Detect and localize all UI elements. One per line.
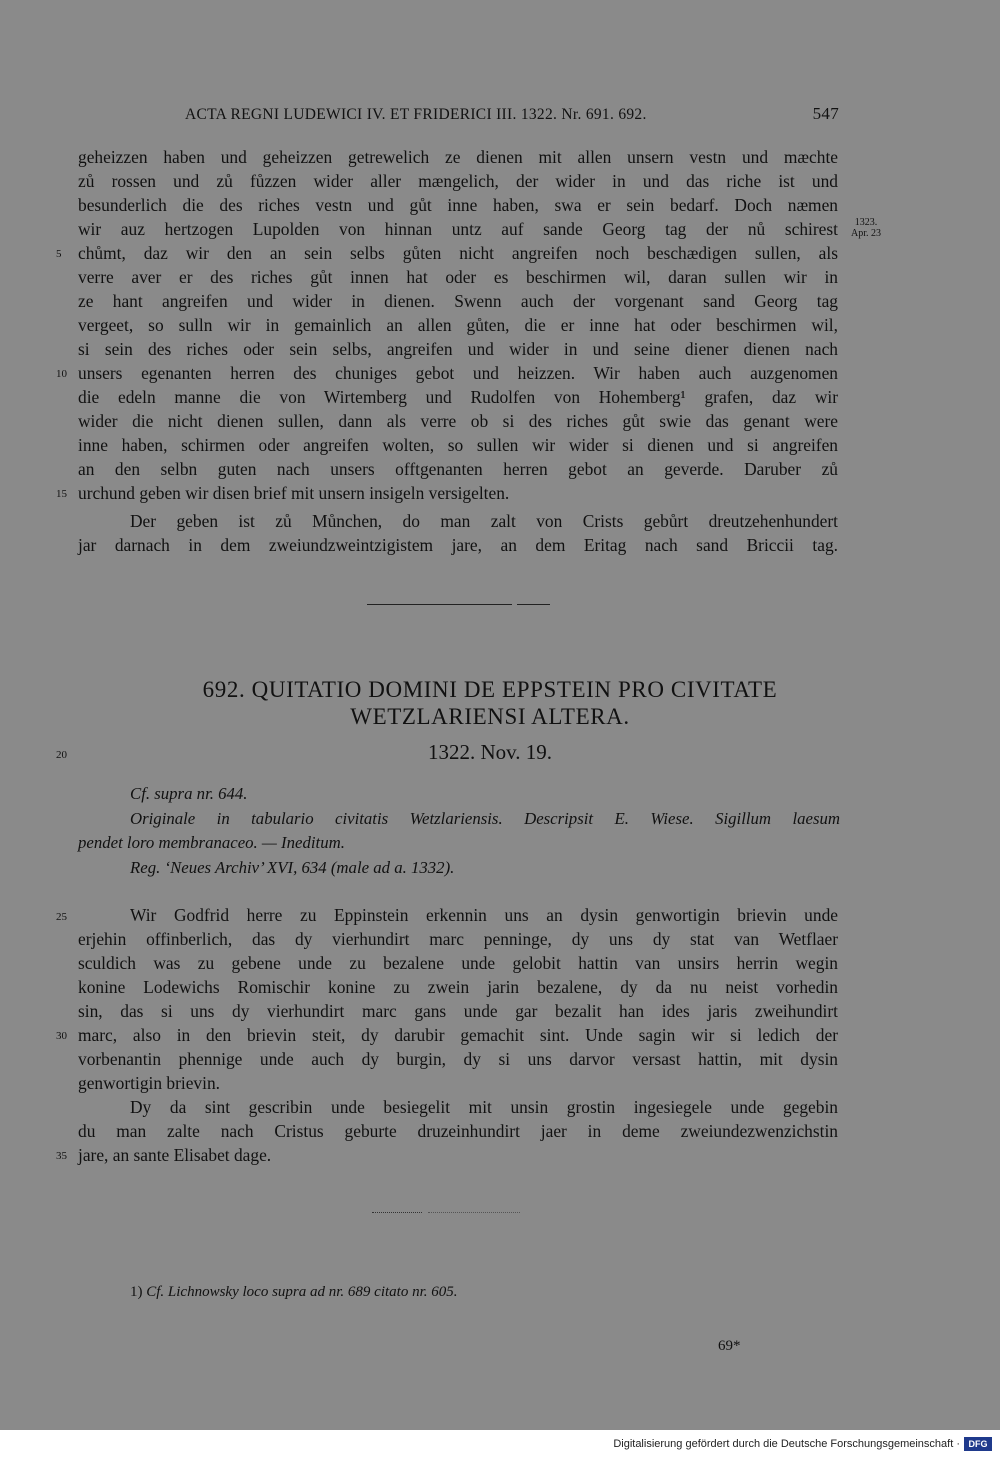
text-line: konine Lodewichs Romischir konine zu zwein jarin bezalene, dy da nu neist vorhedin [78,977,838,997]
text-line: wider die nicht dienen sullen, dann als verre ob si des riches gůt swie das genant were [78,411,838,431]
text-line: besunderlich die des riches vestn und gůt inne haben, swa er sein bedarf. Doch næmen [78,195,838,215]
text-line: genwortigin brievin. [78,1073,220,1093]
text-line: an den selbn guten nach unsers offtgenanten herren gebot an geverde. Daruber zů [78,459,838,479]
end-divider-tail [428,1212,520,1213]
signature-mark: 69* [718,1338,741,1354]
apparatus-note: Originale in tabulario civitatis Wetzlariensis. Descripsit E. Wiese. Sigillum laesum [130,809,840,828]
footnote [130,1284,458,1301]
margin-date [844,217,888,239]
text-line: vorbenantin phennige unde auch dy burgin, dy si uns darvor versast hattin, mit dysin [78,1049,838,1069]
text-line: geheizzen haben und geheizzen getrewelich ze dienen mit allen unsern vestn und mæchte [78,147,838,167]
text-line: si sein des riches oder sein selbs, angreifen und wider in und seine diener dienen nach [78,339,838,359]
text-line: die edeln manne die von Wirtemberg und Rudolfen von Hohemberg¹ grafen, daz wir [78,387,838,407]
text-line: sin, das si uns dy vierhundirt marc gans unde gar bezalit han ides jaris zweihundirt [78,1001,838,1021]
text-line: du man zalte nach Cristus geburte druzeinhundirt jaer in deme zweiundezwenzichstin [78,1121,838,1141]
apparatus-note: pendet loro membranaceo. — Ineditum. [78,833,345,852]
dfg-logo[interactable]: DFG [964,1437,992,1451]
funding-notice: Digitalisierung gefördert durch die Deutsche Forschungsgemeinschaft · [613,1438,960,1450]
text-line: zů rossen und zů fůzzen wider aller mængelich, der wider in und das riche ist und [78,171,838,191]
text-line: unsers egenanten herren des chuniges gebot und heizzen. Wir haben auch auzgenomen [78,363,838,383]
text-line: urchund geben wir disen brief mit unsern insigeln versigelten. [78,483,510,503]
text-line: inne haben, schirmen oder angreifen wolten, so sullen wir wider si dienen und si angreifen [78,435,838,455]
text-line: ze hant angreifen und wider in dienen. Swenn auch der vorgenant sand Georg tag [78,291,838,311]
digitization-footer [0,1430,1000,1459]
apparatus-note: Cf. supra nr. 644. [130,784,248,803]
text-line: Wir Godfrid herre zu Eppinstein erkennin uns an dysin genwortigin brievin unde [130,905,838,925]
line-number: 20 [56,749,67,761]
text-line: vergeet, so sulln wir in gemainlich an allen gůten, die er inne hat oder beschirmen wil, [78,315,838,335]
running-title: ACTA REGNI LUDEWICI IV. ET FRIDERICI III. 1322. Nr. 691. 692. [185,106,647,123]
end-divider [372,1212,422,1213]
text-line: chůmt, daz wir den an sein selbs gůten nicht angreifen noch beschædigen sullen, als [78,243,838,263]
running-header [185,104,839,128]
document-date: 1322. Nov. 19. [427,740,553,764]
line-number: 10 [56,368,67,380]
line-number: 15 [56,488,67,500]
document-title [100,676,880,730]
text-line: verre aver er des riches gůt innen hat oder es beschirmen wil, daran sullen wir in [78,267,838,287]
page-number: 547 [812,104,839,123]
text-line: wir auz hertzogen Lupolden von hinnan untz auf sande Georg tag der nů schirest [78,219,838,239]
line-number: 5 [56,248,62,260]
margin-date-day: Apr. 23 [851,228,881,239]
document-title-line: 692. QUITATIO DOMINI DE EPPSTEIN PRO CIVITATE [202,677,778,702]
footnote-marker: 1) [130,1284,143,1300]
margin-date-year: 1323. [854,217,878,228]
line-number: 35 [56,1150,67,1162]
footnote-text: Cf. Lichnowsky loco supra ad nr. 689 citato nr. 605. [146,1284,458,1300]
text-line: jare, an sante Elisabet dage. [78,1145,272,1165]
document-title-line: WETZLARIENSI ALTERA. [350,704,630,729]
section-divider-tail [517,604,550,605]
text-line: marc, also in den brievin steit, dy darubir gemachit sint. Unde sagin wir si ledich der [78,1025,838,1045]
text-line: erjehin offinberlich, das dy vierhundirt marc penninge, dy uns dy stat van Wetflaer [78,929,838,949]
text-line: jar darnach in dem zweiundzweintzigistem jare, an dem Eritag nach sand Briccii tag. [78,535,838,555]
line-number: 30 [56,1030,67,1042]
text-line: Der geben ist zů Můnchen, do man zalt von Crists gebůrt dreutzehenhundert [130,511,838,531]
apparatus-note: Reg. ‘Neues Archiv’ XVI, 634 (male ad a. 1332). [130,858,455,877]
line-number: 25 [56,911,67,923]
section-divider [367,604,512,605]
text-line: sculdich was zu gebene unde zu bezalene unde gelobit hattin van unsirs herrin wegin [78,953,838,973]
text-line: Dy da sint gescribin unde besiegelit mit unsin grostin ingesiegele unde gegebin [130,1097,838,1117]
